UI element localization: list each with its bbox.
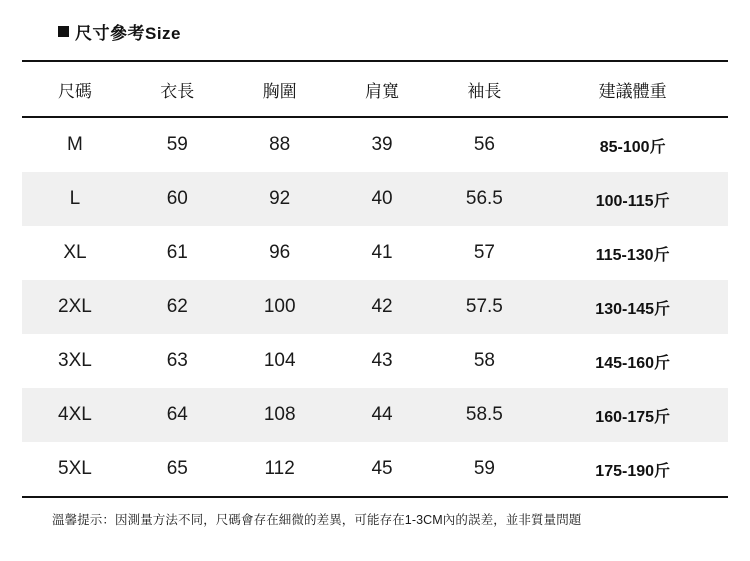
cell-weight: 130-145斤 [595,300,671,318]
cell-bust: 92 [269,188,291,209]
cell-sleeve: 59 [431,442,537,497]
cell-sleeve: 58.5 [465,404,503,425]
cell-shoulder: 42 [371,296,393,317]
table-row [22,334,728,388]
cell-length: 65 [128,442,227,497]
cell-sleeve: 58 [473,350,495,371]
cell-size: XL [63,242,87,263]
cell-weight: 175-190斤 [537,442,728,497]
page-title [22,14,728,48]
cell-shoulder: 44 [371,404,393,425]
cell-size: 2XL [58,296,92,317]
cell-length: 61 [166,242,188,263]
column-header-weight: 建議體重 [537,61,728,117]
cell-bust: 112 [227,442,333,497]
cell-sleeve: 57.5 [465,296,503,317]
cell-size: M [67,134,83,155]
cell-bust: 100 [263,296,296,317]
square-bullet-icon [58,26,69,37]
cell-length: 59 [166,134,188,155]
cell-size: 5XL [22,442,128,497]
cell-length: 64 [166,404,188,425]
size-table [22,60,728,498]
cell-size: 4XL [58,404,92,425]
measurement-note: 溫馨提示：因測量方法不同，尺碼會存在細微的差異，可能存在1-3CM內的誤差，並非質量問題 [52,513,582,527]
table-row [22,388,728,442]
table-row [22,117,728,172]
column-header-bust: 胸圍 [227,61,333,117]
column-header-length: 衣長 [128,61,227,117]
cell-shoulder: 45 [333,442,432,497]
cell-weight: 85-100斤 [599,138,666,156]
table-header-row [22,61,728,117]
cell-length: 60 [166,188,188,209]
table-header [22,61,728,117]
cell-weight: 100-115斤 [595,192,670,210]
cell-sleeve: 56 [473,134,495,155]
cell-sleeve: 56.5 [465,188,503,209]
table-row [22,442,728,497]
cell-size: 3XL [58,350,92,371]
cell-size: L [69,188,81,209]
cell-bust: 96 [269,242,291,263]
cell-shoulder: 40 [371,188,393,209]
cell-length: 63 [166,350,188,371]
table-body [22,117,728,497]
page-title-text: 尺寸參考Size [75,23,182,43]
table-row [22,172,728,226]
cell-sleeve: 57 [473,242,495,263]
column-header-sleeve: 袖長 [431,61,537,117]
cell-bust: 88 [269,134,291,155]
table-row [22,280,728,334]
table-row [22,226,728,280]
cell-bust: 108 [263,404,296,425]
cell-shoulder: 39 [371,134,393,155]
cell-length: 62 [166,296,188,317]
cell-weight: 160-175斤 [595,408,671,426]
cell-shoulder: 43 [371,350,393,371]
cell-bust: 104 [263,350,296,371]
column-header-shoulder: 肩寬 [333,61,432,117]
cell-weight: 145-160斤 [595,354,671,372]
column-header-size: 尺碼 [22,61,128,117]
cell-weight: 115-130斤 [595,246,670,264]
cell-shoulder: 41 [371,242,393,263]
